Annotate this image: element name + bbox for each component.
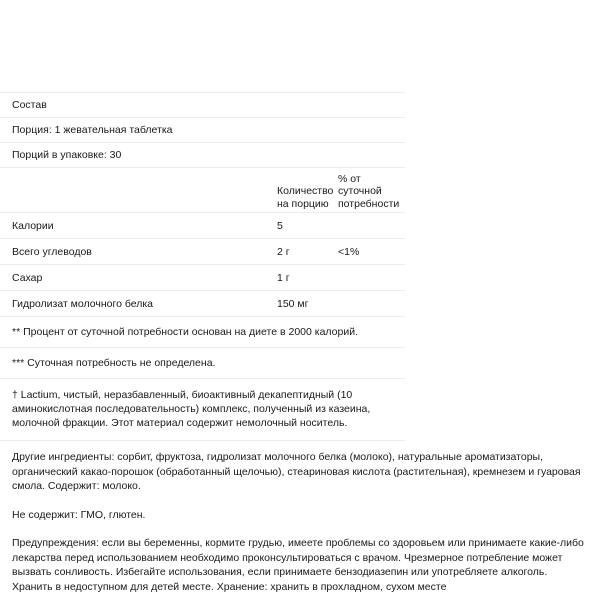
table-row: [0, 239, 405, 264]
nutrient-name: Всего углеводов: [12, 245, 92, 258]
footnote-daily-value-basis: ** Процент от суточной потребности основан на диете в 2000 калорий.: [12, 326, 358, 338]
column-header-dv-line3: потребности: [338, 197, 400, 210]
nutrient-amount: 5: [277, 219, 283, 232]
servings-per-container: Порций в упаковке: 30: [12, 149, 122, 161]
column-header-dv-line1: % от: [338, 172, 361, 185]
top-spacer: [0, 0, 600, 92]
column-header-amount-line2: на порцию: [277, 197, 329, 210]
column-header-amount-line1: Количество: [277, 185, 334, 197]
column-header-daily-value: [338, 173, 405, 213]
nutrient-amount: 1 г: [277, 271, 290, 284]
free-from-text: Не содержит: ГМО, глютен.: [12, 508, 146, 521]
nutrient-name: Сахар: [12, 271, 43, 284]
table-row: [0, 213, 405, 238]
nutrient-name: Калории: [12, 219, 54, 232]
nutrient-name: Гидролизат молочного белка: [12, 297, 154, 310]
serving-size: Порция: 1 жевательная таблетка: [12, 124, 173, 136]
table-row: [0, 291, 405, 316]
table-row: [0, 265, 405, 290]
other-ingredients-text: Другие ингредиенты: сорбит, фруктоза, гидролизат молочного белка (молоко), натуральные ароматизаторы, органический какао-порошок (обработанный щелочью), стеариновая кислота (растительная), кремнезем и гуаровая смола. Содержит: молоко.: [12, 451, 581, 492]
table-header-row: [0, 168, 405, 212]
nutrient-amount: 2 г: [277, 245, 290, 258]
nutrient-daily-value: <1%: [338, 245, 360, 258]
warnings-text: Предупреждения: если вы беременны, кормите грудью, имеете проблемы со здоровьем или принимаете какие-либо лекарства перед использованием необходимо проконсультироваться с врачом. Чрезмерное потребление может вызвать сонливость. Избегайте использования, если принимаете бензодиазепин или употребляете алкоголь. Хранить в недоступном для детей месте. Хранение: хранить в прохладном, сухом месте: [12, 537, 584, 593]
footnote-daily-value-not-established: *** Суточная потребность не определена.: [12, 357, 216, 369]
panel-title: Состав: [12, 99, 47, 111]
additional-information: [0, 441, 600, 594]
column-header-amount-per-serving: [277, 185, 338, 212]
nutrient-amount: 150 мг: [277, 297, 309, 310]
footnote-lactium: † Lactium, чистый, неразбавленный, биоактивный декапептидный (10 аминокислотная последовательность) комплекс, полученный из казеина, молочной фракции. Этот материал содержит немолочный носитель.: [12, 389, 371, 429]
column-header-dv-line2: суточной: [338, 185, 382, 197]
